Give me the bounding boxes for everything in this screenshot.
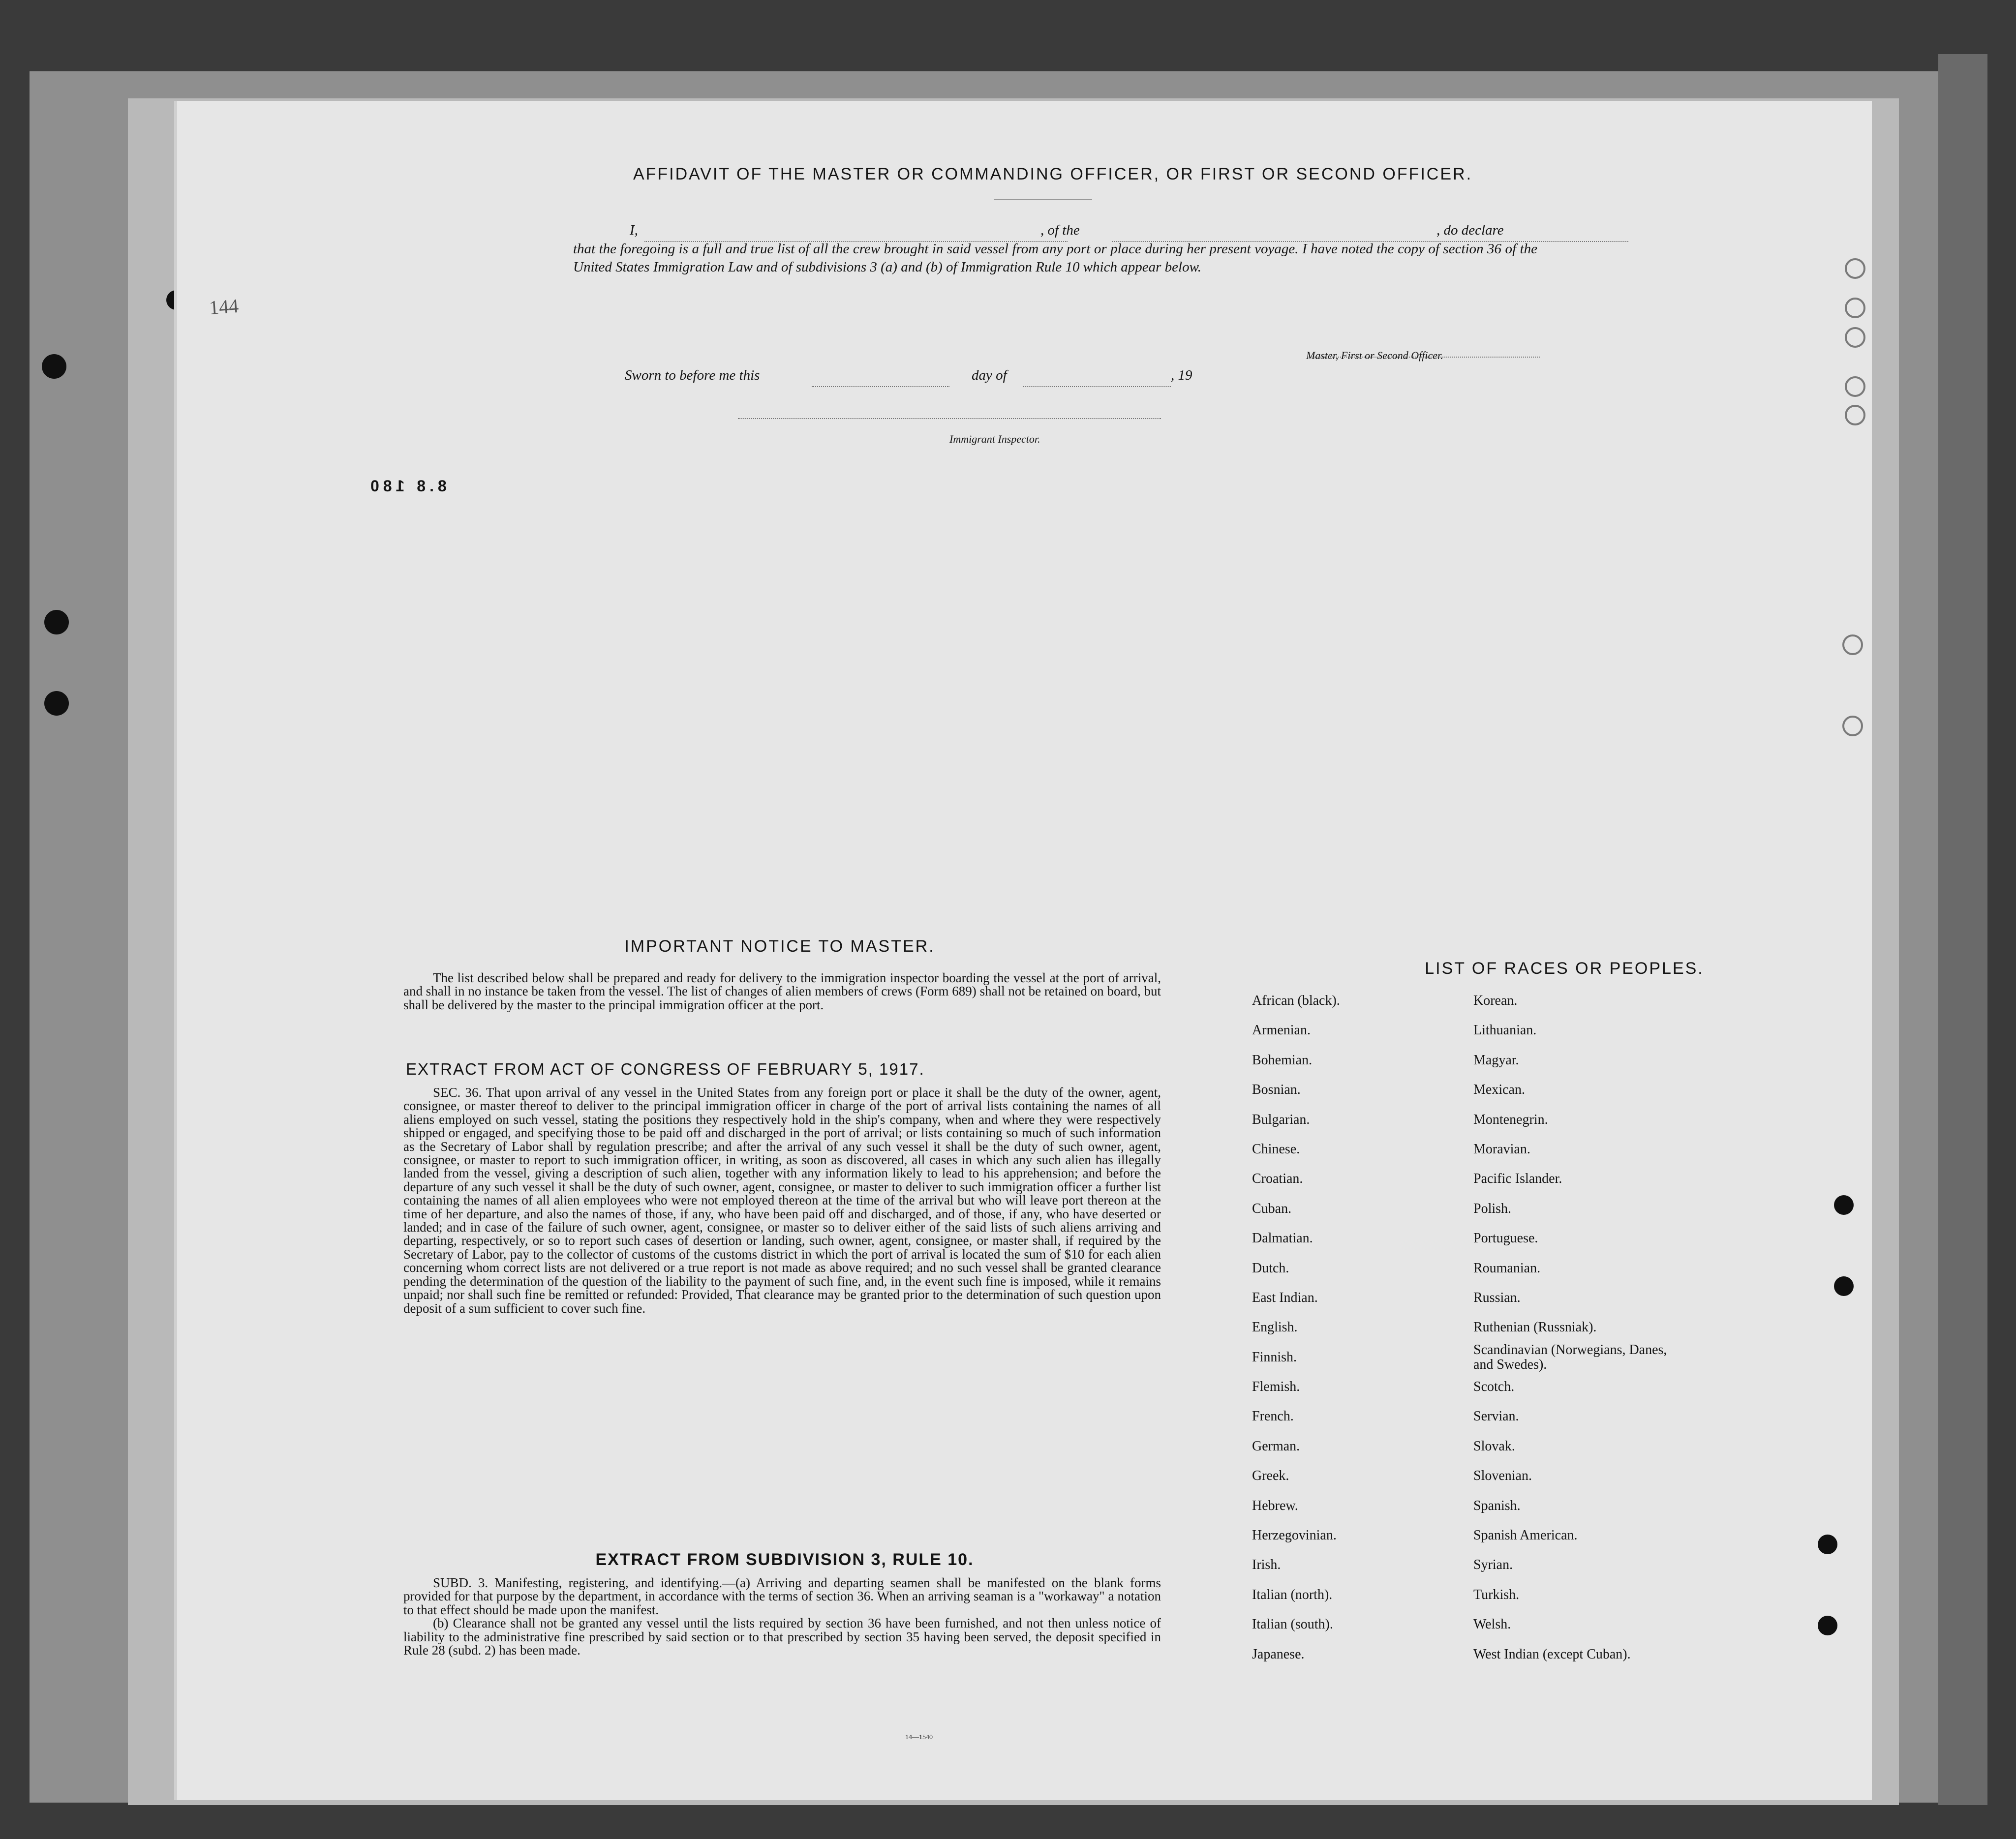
inspector-label: Immigrant Inspector.	[949, 433, 1040, 445]
races-title: LIST OF RACES OR PEOPLES.	[1425, 959, 1704, 978]
affidavit-declare: , do declare	[1436, 222, 1504, 238]
punch-ring	[1845, 298, 1865, 318]
race-item: Ruthenian (Russniak).	[1473, 1320, 1597, 1335]
race-item: Armenian.	[1252, 1023, 1311, 1038]
race-item: Hebrew.	[1252, 1498, 1298, 1513]
race-item: Lithuanian.	[1473, 1023, 1537, 1038]
race-item: Flemish.	[1252, 1379, 1300, 1395]
race-item: Portuguese.	[1473, 1231, 1538, 1246]
race-item: Slovenian.	[1473, 1468, 1532, 1484]
inspector-line	[738, 418, 1161, 419]
affidavit-of-the: , of the	[1040, 222, 1080, 238]
print-code: 14—1540	[905, 1734, 933, 1741]
rule-paragraph-a: SUBD. 3. Manifesting, registering, and identifying.—(a) Arriving and departing seamen shall be manifested on the blank forms provided for that purpose by the department, in accordance with the terms of section 36. When an arriving seaman is a "workaway" a notation to that effect should be made upon the manifest.	[403, 1575, 1161, 1617]
punch-hole	[1834, 1195, 1854, 1215]
sworn-text: Sworn to before me this	[625, 367, 760, 383]
race-item: Turkish.	[1473, 1587, 1520, 1602]
race-item: Polish.	[1473, 1201, 1512, 1216]
year-text: , 19	[1171, 367, 1192, 383]
punch-ring	[1845, 405, 1865, 425]
race-item: Dalmatian.	[1252, 1231, 1313, 1246]
punch-ring	[1845, 258, 1865, 279]
month-blank	[1023, 386, 1171, 387]
punch-ring	[1842, 716, 1863, 736]
notice-title: IMPORTANT NOTICE TO MASTER.	[624, 937, 935, 956]
backing-sheet-edge	[1938, 54, 1987, 1805]
punch-hole	[1818, 1616, 1837, 1635]
rule-paragraph-b: (b) Clearance shall not be granted any vessel until the lists required by section 36 have been furnished, and not then unless notice of liability to the administrative fine prescribed by said section or to that prescribed by section 35 having been served, the deposit specified in Rule 28 (subd. 2) has been made.	[403, 1616, 1161, 1658]
sworn-day-blank	[812, 386, 949, 387]
race-item: African (black).	[1252, 993, 1340, 1008]
race-item: Slovak.	[1473, 1438, 1515, 1454]
punch-hole	[1834, 1276, 1854, 1296]
document-page	[177, 101, 1872, 1800]
punch-ring	[1842, 634, 1863, 655]
race-item: Finnish.	[1252, 1349, 1297, 1365]
race-item: Bohemian.	[1252, 1052, 1313, 1068]
race-item: Bulgarian.	[1252, 1112, 1310, 1127]
punch-ring	[1845, 327, 1865, 348]
act-text	[403, 1086, 1161, 1315]
race-item: Pacific Islander.	[1473, 1171, 1562, 1187]
notice-paragraph: The list described below shall be prepared and ready for delivery to the immigration inspector boarding the vessel at the port of arrival, and shall in no instance be taken from the vessel. The list of changes of alien members of crews (Form 689) shall not be retained on board, but shall be delivered by the master to the principal immigration officer at the port.	[403, 970, 1161, 1012]
punch-hole	[1818, 1535, 1837, 1554]
race-item: Bosnian.	[1252, 1082, 1301, 1098]
race-item: Croatian.	[1252, 1171, 1303, 1187]
race-item: French.	[1252, 1409, 1294, 1424]
race-item: Spanish American.	[1473, 1528, 1578, 1543]
punch-ring	[1845, 376, 1865, 397]
act-paragraph: SEC. 36. That upon arrival of any vessel in the United States from any foreign port or place it shall be the duty of the owner, agent, consignee, or master thereof to deliver to the principal immigration officer in charge of the port of arrival lists containing the names of all aliens employed on such vessel, stating the positions they respectively hold in the ship's company, when and where they were respectively shipped or engaged, and specifying those to be paid off and discharged in the port of arrival; or lists containing so much of such information as the Secretary of Labor shall by regulation prescribe; and after the arrival of any such vessel it shall be the duty of such owner, agent, consignee, or master to report to such immigration officer, in writing, as soon as discovered, all cases in which any such alien has illegally landed from the vessel, giving a description of such alien, together with any information likely to lead to his apprehension; and before the departure of any such vessel it shall be the duty of such owner, agent, consignee, or master to deliver to such immigration officer a further list containing the names of all alien employees who were not employed thereon at the time of the arrival but who will leave port thereon at the time of her departure, and also the names of those, if any, who have been paid off and discharged, and of those, if any, who have deserted or landed; and in case of the failure of such owner, agent, consignee, or master so to deliver either of the said lists of such aliens arriving and departing, respectively, or so to report such cases of desertion or landing, such owner, agent, consignee, or master shall, if required by the Secretary of Labor, pay to the collector of customs of the customs district in which the port of arrival is located the sum of $10 for each alien concerning whom correct lists are not delivered or a true report is not made as above required; and no such vessel shall be granted clearance pending the determination of the question of the liability to the payment of such fine, and, in the event such fine is imposed, while it remains unpaid; nor shall such fine be remitted or refunded: Provided, That clearance may be granted prior to the determination of such question upon deposit of a sum sufficient to cover such fine.	[403, 1085, 1161, 1316]
mirrored-stamp: 8.8 180	[367, 477, 447, 495]
race-item: Dutch.	[1252, 1260, 1289, 1276]
race-item: Syrian.	[1473, 1557, 1513, 1573]
races-right-column	[1473, 986, 1680, 1669]
race-item: Irish.	[1252, 1557, 1281, 1573]
race-item: Herzegovinian.	[1252, 1528, 1337, 1543]
notice-text	[403, 971, 1161, 1012]
race-item: Scandinavian (Norwegians, Danes, and Swedes).	[1473, 1342, 1667, 1372]
race-item: Servian.	[1473, 1409, 1519, 1424]
race-item: Spanish.	[1473, 1498, 1521, 1513]
binder-hole	[42, 354, 66, 379]
race-item: Mexican.	[1473, 1082, 1525, 1098]
race-item: Italian (south).	[1252, 1617, 1333, 1632]
race-item: West Indian (except Cuban).	[1473, 1646, 1631, 1662]
rule-title: EXTRACT FROM SUBDIVISION 3, RULE 10.	[595, 1550, 974, 1569]
race-item: Greek.	[1252, 1468, 1289, 1484]
day-of-text: day of	[972, 367, 1007, 383]
race-item: Cuban.	[1252, 1201, 1292, 1216]
race-item: East Indian.	[1252, 1290, 1318, 1305]
races-left-column	[1252, 986, 1340, 1669]
race-item: Roumanian.	[1473, 1260, 1541, 1276]
race-item: Japanese.	[1252, 1646, 1305, 1662]
affidavit-i: I,	[630, 222, 638, 238]
race-item: Magyar.	[1473, 1052, 1519, 1068]
race-item: English.	[1252, 1320, 1298, 1335]
race-item: Chinese.	[1252, 1141, 1300, 1157]
affidavit-statement: that the foregoing is a full and true list of all the crew brought in said vessel from any port or place during her present voyage. I have noted the copy of section 36 of the United States Immigration Law and of subdivisions 3 (a) and (b) of Immigration Rule 10 which appear below.	[573, 241, 1537, 275]
rule-text	[403, 1576, 1161, 1657]
race-item: Welsh.	[1473, 1617, 1511, 1632]
race-item: Italian (north).	[1252, 1587, 1333, 1602]
signature-label: Master, First or Second Officer.	[1306, 349, 1443, 362]
binder-hole	[44, 691, 69, 716]
race-item: German.	[1252, 1438, 1300, 1454]
act-title: EXTRACT FROM ACT OF CONGRESS OF FEBRUARY 5, 1917.	[406, 1060, 925, 1078]
race-item: Korean.	[1473, 993, 1518, 1008]
race-item: Russian.	[1473, 1290, 1521, 1305]
affidavit-title: AFFIDAVIT OF THE MASTER OR COMMANDING OFFICER, OR FIRST OR SECOND OFFICER.	[633, 165, 1473, 183]
title-rule	[994, 199, 1092, 200]
margin-number: 144	[208, 294, 240, 319]
race-item: Scotch.	[1473, 1379, 1515, 1395]
binder-hole	[44, 610, 69, 634]
race-item: Montenegrin.	[1473, 1112, 1548, 1127]
race-item: Moravian.	[1473, 1141, 1530, 1157]
